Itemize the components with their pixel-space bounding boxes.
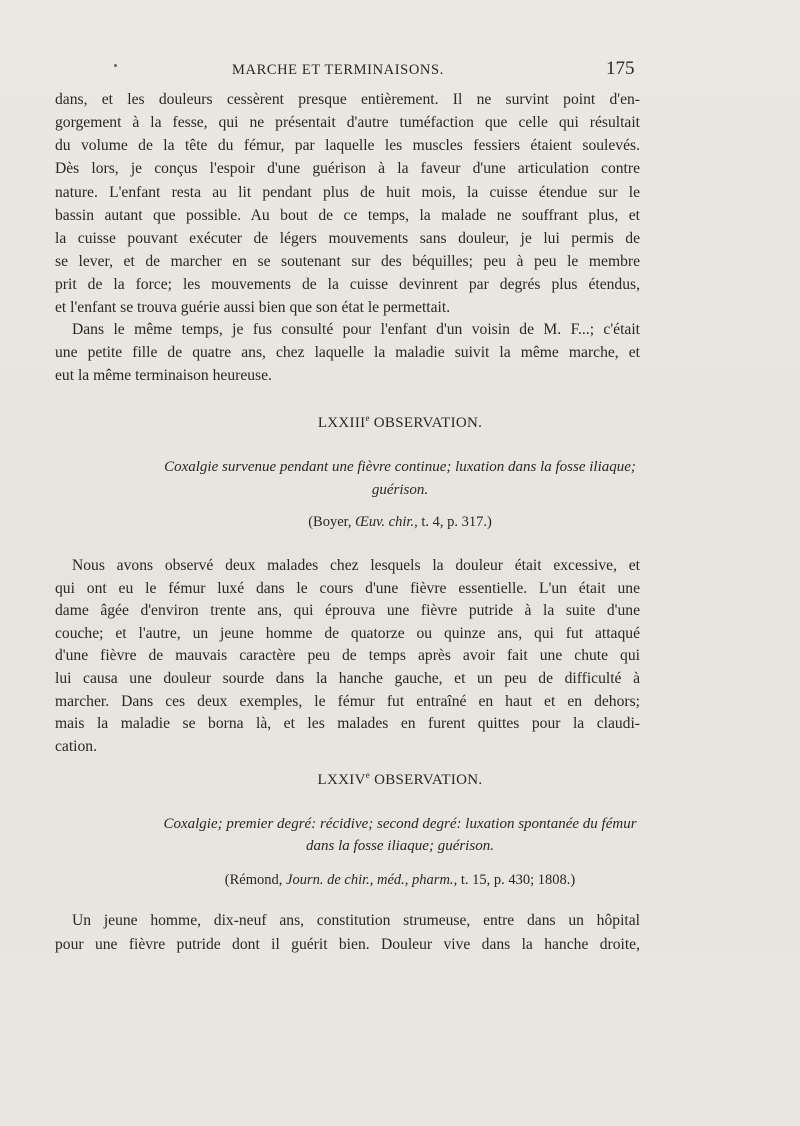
observation-number: LXXIII	[317, 415, 366, 431]
text-line: du volume de la tête du fémur, par laquelle les muscles fessiers étaient soulevés.	[55, 137, 640, 154]
text-line: dans, et les douleurs cessèrent presque entièrement. Il ne survint point d'en-	[55, 91, 640, 108]
text-line: se lever, et de marcher en se soutenant sur des béquilles; peu à peu le membre	[55, 253, 640, 270]
text-line: une petite fille de quatre ans, chez laquelle la maladie suivit la même marche, et	[55, 344, 640, 361]
text-line: cation.	[55, 738, 97, 755]
observation-label: OBSERVATION.	[374, 772, 483, 788]
text-line: dame âgée d'environ trente ans, qui éprouva une fièvre putride à la suite d'une	[55, 602, 640, 619]
text-line: prit de la force; les mouvements de la cuisse devinrent par degrés plus étendus,	[55, 276, 640, 293]
text-line: d'une fièvre de mauvais caractère peu de temps après avoir fait une chute qui	[55, 647, 640, 664]
ordinal-suffix: e	[365, 413, 370, 423]
text-line: qui ont eu le fémur luxé dans le cours d'une fièvre essentielle. L'un était une	[55, 580, 640, 597]
observation-73-subtitle: guérison.	[371, 482, 429, 498]
text-line: la cuisse pouvant exécuter de légers mouvements sans douleur, je lui permis de	[55, 230, 640, 247]
observation-label: OBSERVATION.	[373, 415, 483, 431]
text-line: couche; et l'autre, un jeune homme de quatorze ou quinze ans, qui fut attaqué	[55, 625, 640, 642]
text-line: Un jeune homme, dix-neuf ans, constitution strumeuse, entre dans un hôpital	[72, 912, 640, 929]
text-line: bassin autant que possible. Au bout de ce temps, la malade ne souffrant plus, et	[55, 207, 640, 224]
source-title: Journ. de chir., méd., pharm.	[286, 872, 454, 888]
observation-73-subtitle: Coxalgie survenue pendant une fièvre continue; luxation dans la fosse iliaque;	[164, 459, 636, 475]
text-line: et l'enfant se trouva guérie aussi bien que son état le permettait.	[55, 299, 451, 316]
print-mark	[114, 64, 117, 67]
observation-73-heading	[0, 413, 800, 432]
text-line: gorgement à la fesse, qui ne présentait d'autre tuméfaction que celle qui résultait	[55, 114, 640, 131]
text-line: marcher. Dans ces deux exemples, le fémur fut entraîné en haut et en dehors;	[55, 693, 640, 710]
text-line: Dès lors, je conçus l'espoir d'une guérison à la faveur d'une articulation contre	[55, 160, 640, 177]
text-line: nature. L'enfant resta au lit pendant plus de huit mois, la cuisse étendue sur le	[55, 184, 640, 201]
text-line: eut la même terminaison heureuse.	[55, 367, 272, 384]
observation-74-subtitle: Coxalgie; premier degré: récidive; second degré: luxation spontanée du fémur	[163, 816, 637, 832]
text-line: lui causa une douleur sourde dans la hanche gauche, et un peu de difficulté à	[55, 670, 640, 687]
observation-74-heading	[0, 770, 800, 789]
observation-number: LXXIV	[317, 772, 366, 788]
observation-73-reference: (Boyer, Œuv. chir., t. 4, p. 317.)	[308, 514, 492, 530]
ordinal-suffix: e	[365, 770, 370, 780]
observation-74-subtitle: dans la fosse iliaque; guérison.	[306, 838, 494, 854]
page-number: 175	[606, 58, 635, 79]
text-line: Nous avons observé deux malades chez lesquels la douleur était excessive, et	[72, 557, 640, 574]
text-line: Dans le même temps, je fus consulté pour l'enfant d'un voisin de M. F...; c'était	[72, 321, 640, 338]
text-line: mais la maladie se borna là, et les malades en furent quittes pour la claudi-	[55, 715, 640, 732]
text-line: pour une fièvre putride dont il guérit bien. Douleur vive dans la hanche droite,	[55, 936, 640, 953]
observation-74-reference: (Rémond, Journ. de chir., méd., pharm., t. 15, p. 430; 1808.)	[224, 872, 576, 888]
running-header: MARCHE ET TERMINAISONS.	[232, 62, 444, 78]
source-title: Œuv. chir.	[355, 514, 415, 530]
